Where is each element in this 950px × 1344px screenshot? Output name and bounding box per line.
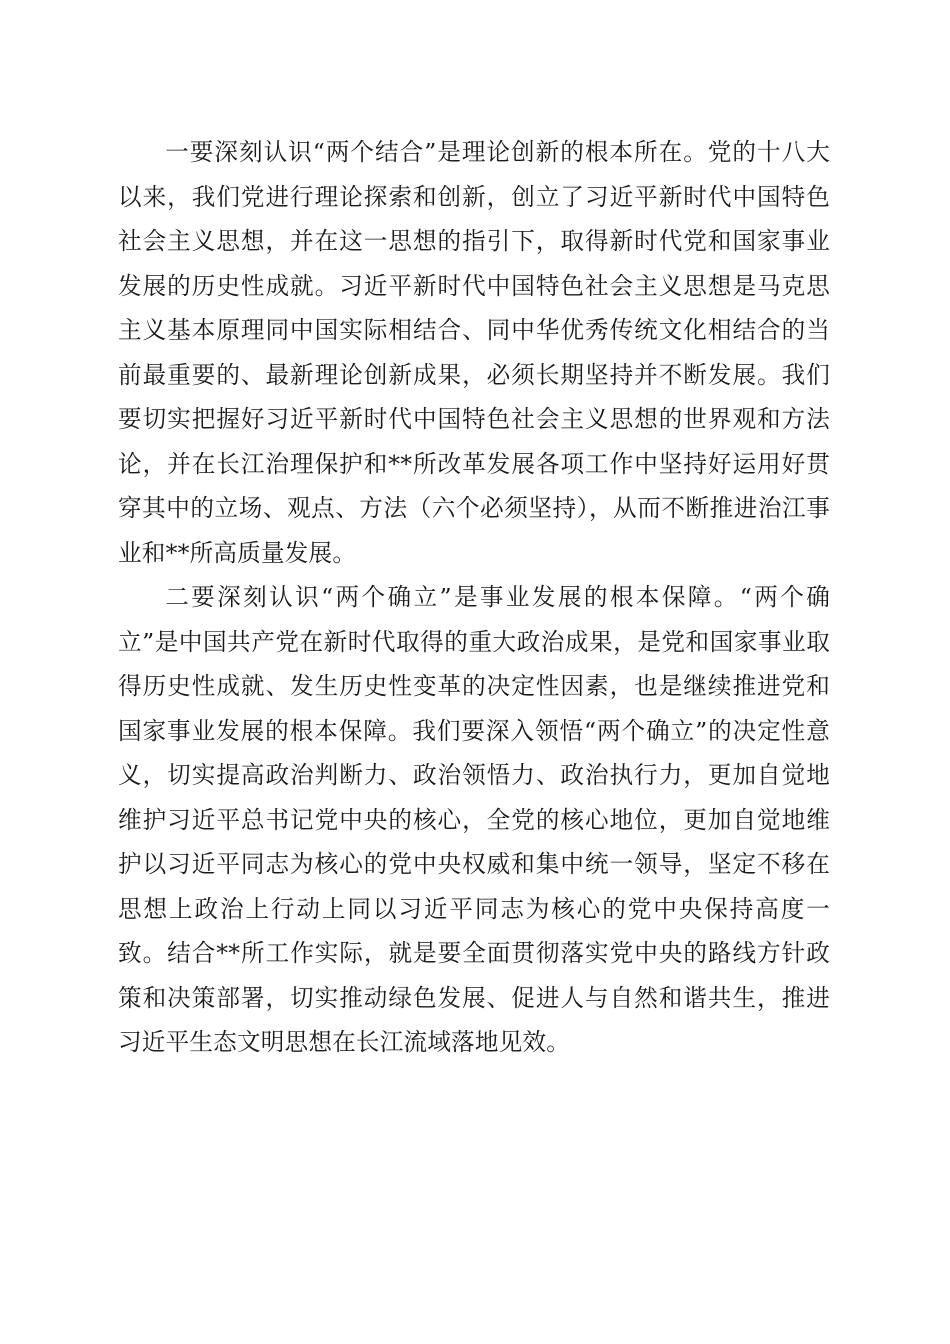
paragraph-1: 一要深刻认识“两个结合”是理论创新的根本所在。党的十八大以来，我们党进行理论探索和创新，创立了习近平新时代中国特色社会主义思想，并在这一思想的指引下，取得新时代党和国家事业发展的历史性成就。习近平新时代中国特色社会主义思想是马克思主义基本原理同中国实际相结合、同中华优秀传统文化相结合的当前最重要的、最新理论创新成果，必须长期坚持并不断发展。我们要切实把握好习近平新时代中国特色社会主义思想的世界观和方法论，并在长江治理保护和**所改革发展各项工作中坚持好运用好贯穿其中的立场、观点、方法（六个必须坚持），从而不断推进治江事业和**所高质量发展。 bbox=[118, 138, 830, 567]
paragraph-2: 二要深刻认识“两个确立”是事业发展的根本保障。“两个确立”是中国共产党在新时代取得的重大政治成果，是党和国家事业取得历史性成就、发生历史性变革的决定性因素，也是继续推进党和国家事业发展的根本保障。我们要深入领悟“两个确立”的决定性意义，切实提高政治判断力、政治领悟力、政治执行力，更加自觉地维护习近平总书记党中央的核心，全党的核心地位，更加自觉地维护以习近平同志为核心的党中央权威和集中统一领导，坚定不移在思想上政治上行动上同以习近平同志为核心的党中央保持高度一致。结合**所工作实际，就是要全面贯彻落实党中央的路线方针政策和决策部署，切实推动绿色发展、促进人与自然和谐共生，推进习近平生态文明思想在长江流域落地见效。 bbox=[118, 583, 830, 1056]
document-body bbox=[118, 130, 830, 1065]
